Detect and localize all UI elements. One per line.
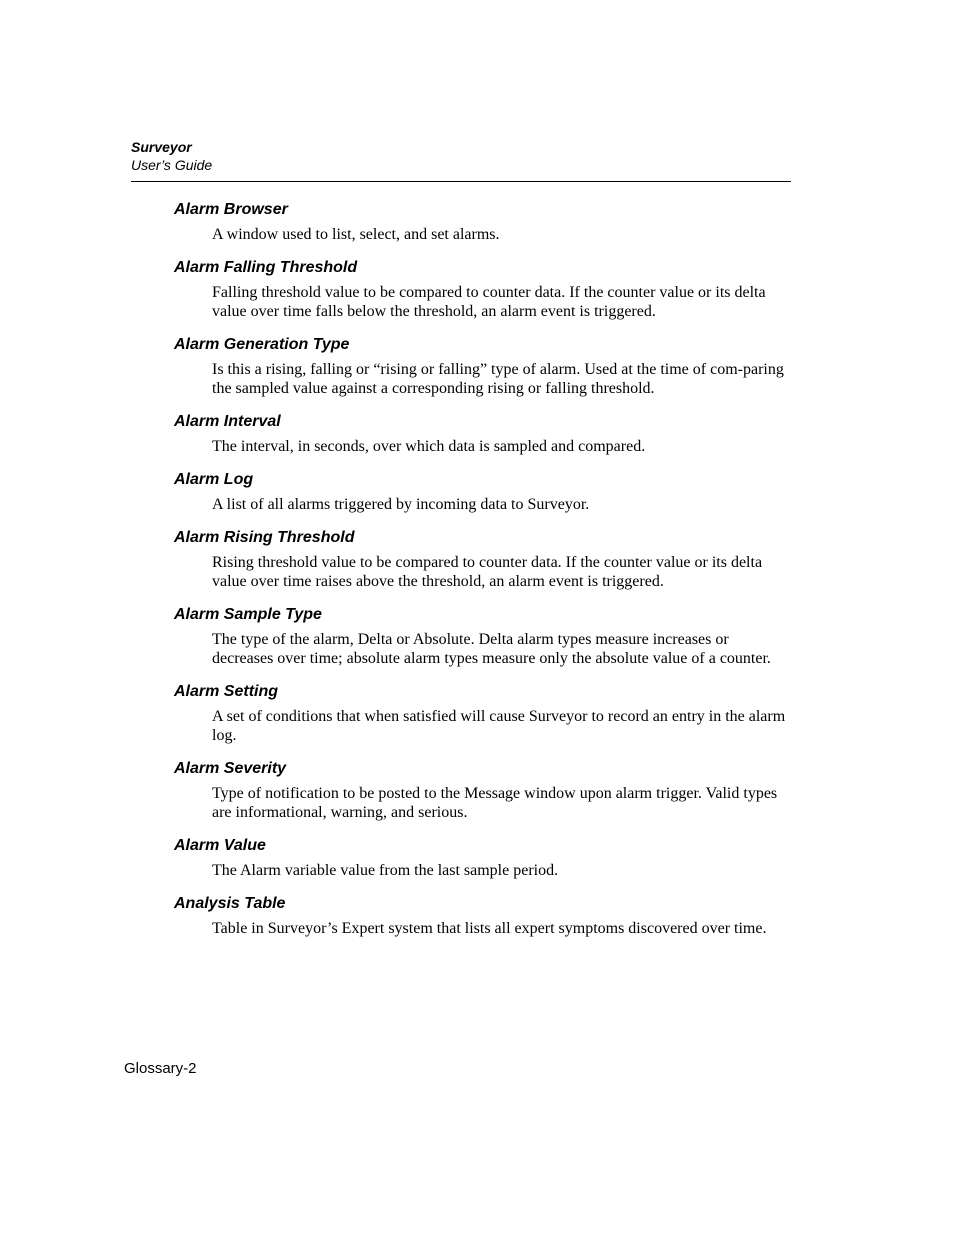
glossary-entry-analysis-table bbox=[174, 891, 794, 938]
glossary-definition: Table in Surveyor’s Expert system that lists all expert symptoms discovered over time. bbox=[212, 920, 767, 937]
glossary-definition: A list of all alarms triggered by incoming data to Surveyor. bbox=[212, 496, 590, 513]
glossary-entry-alarm-severity bbox=[174, 756, 794, 822]
glossary-entry-alarm-rising-threshold bbox=[174, 525, 794, 591]
glossary-definition: The Alarm variable value from the last sample period. bbox=[212, 862, 559, 879]
glossary-term: Alarm Setting bbox=[174, 683, 279, 700]
glossary-definition: Rising threshold value to be compared to counter data. If the counter value or its delta value over time raises above the threshold, an alarm event is triggered. bbox=[212, 554, 763, 590]
glossary-term: Alarm Falling Threshold bbox=[174, 259, 358, 276]
glossary-definition: Falling threshold value to be compared to counter data. If the counter value or its delta value over time falls below the threshold, an alarm event is triggered. bbox=[212, 284, 766, 320]
glossary-entry-alarm-sample-type bbox=[174, 602, 794, 668]
glossary-entry-alarm-generation-type bbox=[174, 332, 794, 398]
header-title: Surveyor bbox=[131, 139, 192, 155]
glossary-term: Alarm Generation Type bbox=[174, 336, 350, 353]
glossary-definition: A set of conditions that when satisfied will cause Surveyor to record an entry in the alarm log. bbox=[212, 708, 786, 744]
glossary-entry-alarm-falling-threshold bbox=[174, 255, 794, 321]
page-number: Glossary-2 bbox=[124, 1060, 197, 1077]
glossary-term: Alarm Sample Type bbox=[174, 606, 322, 623]
glossary-entry-alarm-setting bbox=[174, 679, 794, 745]
header-subtitle: User’s Guide bbox=[131, 157, 213, 173]
glossary-definition: Is this a rising, falling or “rising or falling” type of alarm. Used at the time of com-paring the sampled value against a corresponding rising or falling threshold. bbox=[212, 361, 784, 397]
glossary-list bbox=[174, 197, 794, 938]
glossary-definition: The type of the alarm, Delta or Absolute. Delta alarm types measure increases or decreases over time; absolute alarm types measure only the absolute value of a counter. bbox=[212, 631, 771, 667]
glossary-term: Alarm Browser bbox=[174, 201, 288, 218]
glossary-entry-alarm-value bbox=[174, 833, 794, 880]
glossary-term: Alarm Interval bbox=[174, 413, 281, 430]
glossary-definition: The interval, in seconds, over which data is sampled and compared. bbox=[212, 438, 646, 455]
glossary-term: Alarm Log bbox=[174, 471, 254, 488]
glossary-entry-alarm-log bbox=[174, 467, 794, 514]
glossary-term: Alarm Rising Threshold bbox=[174, 529, 355, 546]
glossary-term: Alarm Severity bbox=[174, 760, 287, 777]
glossary-entry-alarm-browser bbox=[174, 197, 794, 244]
glossary-term: Analysis Table bbox=[174, 895, 286, 912]
glossary-definition: Type of notification to be posted to the Message window upon alarm trigger. Valid types are informational, warning, and serious. bbox=[212, 785, 778, 821]
page-header bbox=[131, 139, 791, 182]
glossary-definition: A window used to list, select, and set alarms. bbox=[212, 226, 500, 243]
glossary-entry-alarm-interval bbox=[174, 409, 794, 456]
glossary-term: Alarm Value bbox=[174, 837, 266, 854]
